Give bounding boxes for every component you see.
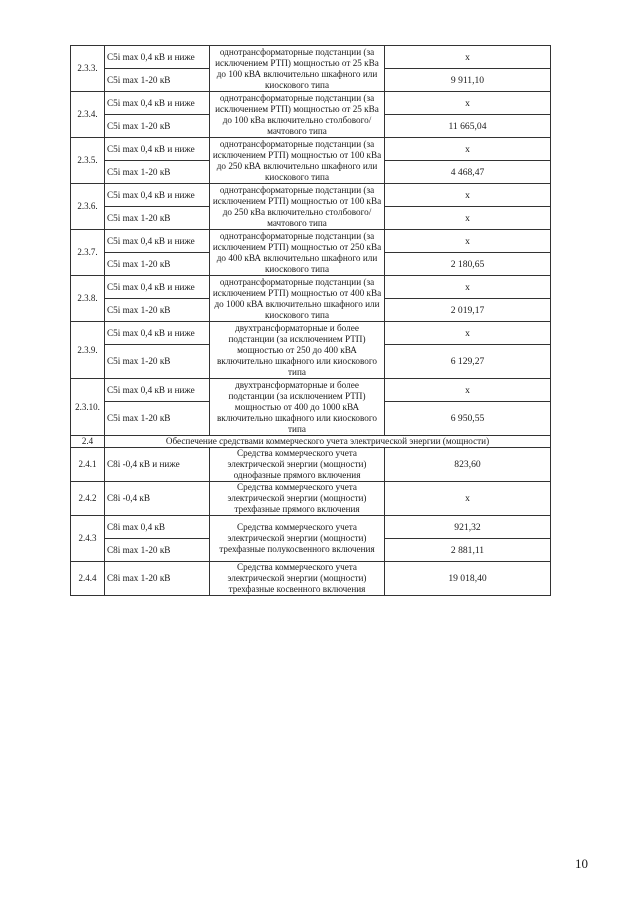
row-number: 2.4.2 bbox=[71, 482, 105, 516]
table-row bbox=[71, 92, 551, 115]
row-description: однотрансформаторные подстанции (за исключением РТП) мощностью от 100 кВа до 250 кВА включительно шкафного или киоскового типа bbox=[210, 138, 385, 184]
table-row bbox=[71, 46, 551, 69]
voltage-condition: C5i max 1-20 кВ bbox=[105, 253, 210, 276]
voltage-condition: C5i max 1-20 кВ bbox=[105, 69, 210, 92]
voltage-condition: C5i max 0,4 кВ и ниже bbox=[105, 230, 210, 253]
table-row bbox=[71, 230, 551, 253]
row-description: однотрансформаторные подстанции (за исключением РТП) мощностью от 400 кВа до 1000 кВА включительно шкафного или киоскового типа bbox=[210, 276, 385, 322]
row-number: 2.3.6. bbox=[71, 184, 105, 230]
rate-value: 2 881,11 bbox=[385, 539, 551, 562]
voltage-condition: C5i max 1-20 кВ bbox=[105, 299, 210, 322]
voltage-condition: C8i -0,4 кВ и ниже bbox=[105, 448, 210, 482]
voltage-condition: C5i max 1-20 кВ bbox=[105, 115, 210, 138]
table-row bbox=[71, 562, 551, 596]
row-description: однотрансформаторные подстанции (за исключением РТП) мощностью от 100 кВа до 250 кВа включительно столбового/мачтового типа bbox=[210, 184, 385, 230]
row-number: 2.4.1 bbox=[71, 448, 105, 482]
row-description: Средства коммерческого учета электрической энергии (мощности) трехфазные полукосвенного включения bbox=[210, 516, 385, 562]
voltage-condition: C5i max 1-20 кВ bbox=[105, 402, 210, 436]
row-number: 2.3.5. bbox=[71, 138, 105, 184]
table-row bbox=[71, 516, 551, 539]
row-number: 2.3.9. bbox=[71, 322, 105, 379]
rate-value: 2 019,17 bbox=[385, 299, 551, 322]
row-description: однотрансформаторные подстанции (за исключением РТП) мощностью от 250 кВа до 400 кВА включительно шкафного или киоскового типа bbox=[210, 230, 385, 276]
row-description: Средства коммерческого учета электрической энергии (мощности) однофазные прямого включения bbox=[210, 448, 385, 482]
rate-value: 823,60 bbox=[385, 448, 551, 482]
section-row bbox=[71, 436, 551, 448]
row-description: однотрансформаторные подстанции (за исключением РТП) мощностью от 25 кВа до 100 кВА включительно шкафного или киоскового типа bbox=[210, 46, 385, 92]
row-number: 2.3.8. bbox=[71, 276, 105, 322]
voltage-condition: C5i max 0,4 кВ и ниже bbox=[105, 92, 210, 115]
row-description: Средства коммерческого учета электрической энергии (мощности) трехфазные прямого включения bbox=[210, 482, 385, 516]
rate-value: x bbox=[385, 138, 551, 161]
row-number: 2.3.3. bbox=[71, 46, 105, 92]
rate-value: x bbox=[385, 482, 551, 516]
rate-value: x bbox=[385, 46, 551, 69]
rate-value: 4 468,47 bbox=[385, 161, 551, 184]
rate-value: x bbox=[385, 322, 551, 345]
table-row bbox=[71, 448, 551, 482]
tariff-table bbox=[70, 45, 551, 596]
row-number: 2.3.7. bbox=[71, 230, 105, 276]
rate-value: 11 665,04 bbox=[385, 115, 551, 138]
voltage-condition: C5i max 1-20 кВ bbox=[105, 345, 210, 379]
rate-value: x bbox=[385, 184, 551, 207]
row-number: 2.3.4. bbox=[71, 92, 105, 138]
rate-value: 6 129,27 bbox=[385, 345, 551, 379]
table-row bbox=[71, 184, 551, 207]
row-number: 2.3.10. bbox=[71, 379, 105, 436]
table-row bbox=[71, 322, 551, 345]
rate-value: x bbox=[385, 92, 551, 115]
section-number: 2.4 bbox=[71, 436, 105, 448]
page-number: 10 bbox=[575, 856, 588, 871]
section-title: Обеспечение средствами коммерческого учета электрической энергии (мощности) bbox=[105, 436, 551, 448]
voltage-condition: C8i max 1-20 кВ bbox=[105, 539, 210, 562]
table-row bbox=[71, 482, 551, 516]
row-description: однотрансформаторные подстанции (за исключением РТП) мощностью от 25 кВа до 100 кВа включительно столбового/мачтового типа bbox=[210, 92, 385, 138]
row-description: двухтрансформаторные и более подстанции (за исключением РТП) мощностью от 250 до 400 кВА включительно шкафного или киоскового типа bbox=[210, 322, 385, 379]
rate-value: x bbox=[385, 230, 551, 253]
voltage-condition: C5i max 0,4 кВ и ниже bbox=[105, 322, 210, 345]
row-number: 2.4.4 bbox=[71, 562, 105, 596]
voltage-condition: C5i max 0,4 кВ и ниже bbox=[105, 184, 210, 207]
voltage-condition: C5i max 0,4 кВ и ниже bbox=[105, 46, 210, 69]
voltage-condition: C5i max 0,4 кВ и ниже bbox=[105, 276, 210, 299]
tariff-table-body bbox=[71, 46, 551, 596]
rate-value: 2 180,65 bbox=[385, 253, 551, 276]
voltage-condition: C5i max 1-20 кВ bbox=[105, 161, 210, 184]
rate-value: 921,32 bbox=[385, 516, 551, 539]
row-number: 2.4.3 bbox=[71, 516, 105, 562]
rate-value: 9 911,10 bbox=[385, 69, 551, 92]
voltage-condition: C8i -0,4 кВ bbox=[105, 482, 210, 516]
table-row bbox=[71, 138, 551, 161]
rate-value: 6 950,55 bbox=[385, 402, 551, 436]
voltage-condition: C5i max 0,4 кВ и ниже bbox=[105, 379, 210, 402]
rate-value: x bbox=[385, 207, 551, 230]
voltage-condition: C5i max 0,4 кВ и ниже bbox=[105, 138, 210, 161]
rate-value: x bbox=[385, 276, 551, 299]
rate-value: 19 018,40 bbox=[385, 562, 551, 596]
voltage-condition: C8i max 0,4 кВ bbox=[105, 516, 210, 539]
table-row bbox=[71, 276, 551, 299]
voltage-condition: C8i max 1-20 кВ bbox=[105, 562, 210, 596]
voltage-condition: C5i max 1-20 кВ bbox=[105, 207, 210, 230]
table-row bbox=[71, 379, 551, 402]
rate-value: x bbox=[385, 379, 551, 402]
row-description: Средства коммерческого учета электрической энергии (мощности) трехфазные косвенного включения bbox=[210, 562, 385, 596]
row-description: двухтрансформаторные и более подстанции (за исключением РТП) мощностью от 400 до 1000 кВА включительно шкафного или киоскового типа bbox=[210, 379, 385, 436]
